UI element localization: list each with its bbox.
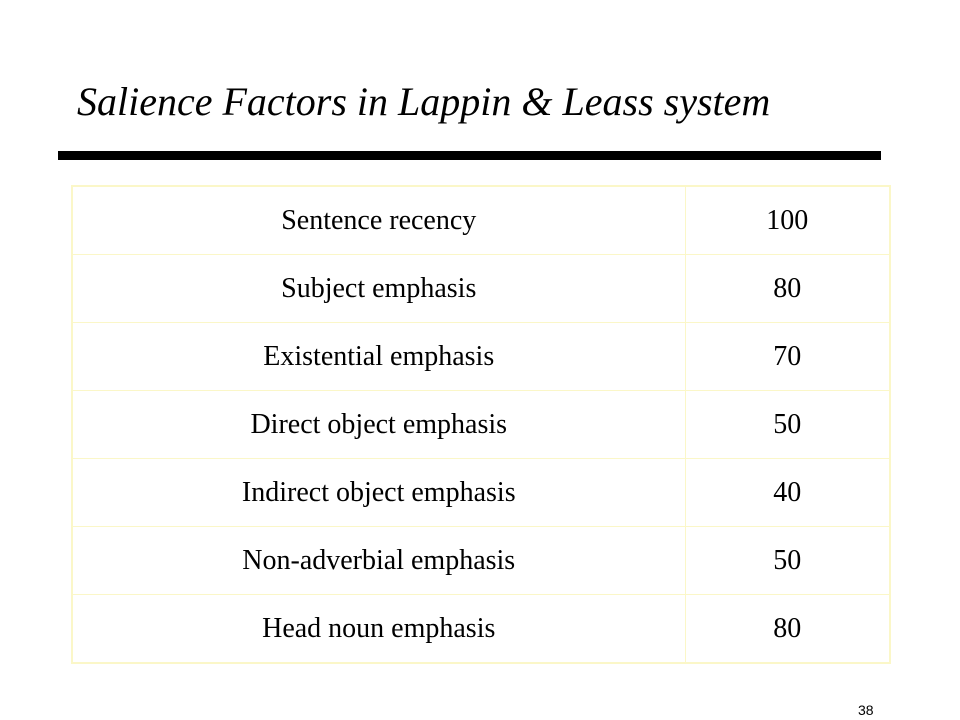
factor-weight-cell: 100: [685, 186, 890, 255]
table-row: [72, 459, 890, 527]
page-number: 38: [858, 702, 874, 718]
factor-name-cell: Existential emphasis: [72, 323, 685, 391]
factor-name-cell: Subject emphasis: [72, 255, 685, 323]
table-row: [72, 255, 890, 323]
table-row: [72, 323, 890, 391]
factor-weight-cell: 70: [685, 323, 890, 391]
table-row: [72, 186, 890, 255]
factor-name-cell: Head noun emphasis: [72, 595, 685, 664]
factor-weight-cell: 80: [685, 595, 890, 664]
factor-weight-cell: 50: [685, 391, 890, 459]
factor-weight-cell: 80: [685, 255, 890, 323]
factor-name-cell: Direct object emphasis: [72, 391, 685, 459]
table-row: [72, 391, 890, 459]
table-row: [72, 595, 890, 664]
table-row: [72, 527, 890, 595]
factor-weight-cell: 40: [685, 459, 890, 527]
salience-factors-table: [71, 185, 891, 664]
factor-name-cell: Indirect object emphasis: [72, 459, 685, 527]
factor-weight-cell: 50: [685, 527, 890, 595]
factor-name-cell: Non-adverbial emphasis: [72, 527, 685, 595]
factor-name-cell: Sentence recency: [72, 186, 685, 255]
slide-title: Salience Factors in Lappin & Leass system: [77, 79, 771, 124]
title-underline-rule: [58, 151, 881, 160]
